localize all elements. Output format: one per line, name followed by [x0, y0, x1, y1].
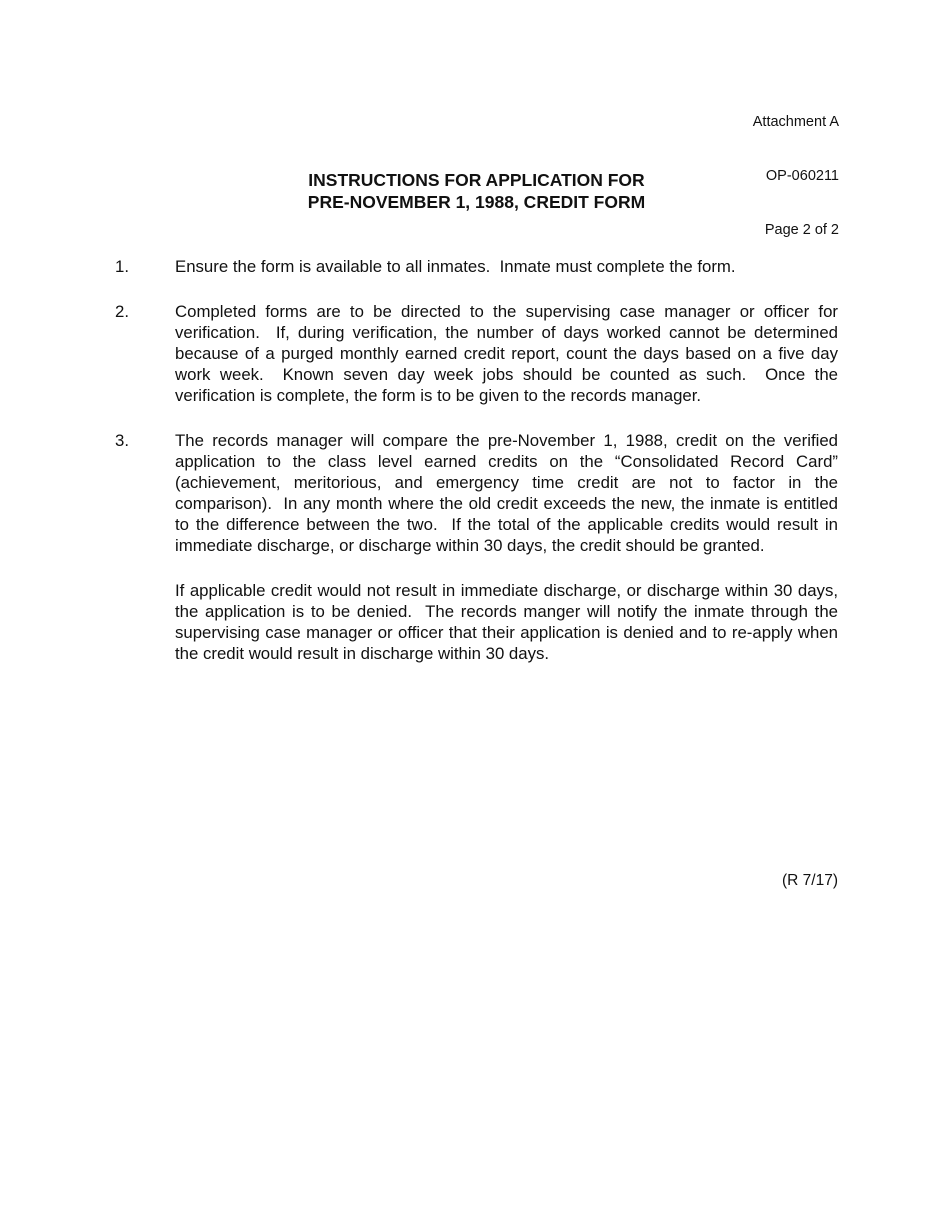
item-text: Completed forms are to be directed to the supervising case manager or officer for verification. If, during verification, the number of days worked cannot be determined because of a purged monthly earned credit report, count the days based on a five day work week. Known seven day week jobs should be counted as such. Once the verification is complete, the form is to be given to the records manager.: [175, 302, 843, 405]
revision-mark: (R 7/17): [782, 872, 838, 889]
header-policy-number: OP-060211: [765, 168, 839, 184]
item-number: 1.: [115, 257, 129, 276]
item-number-spacer: [115, 580, 175, 664]
item-number: 2.: [115, 302, 129, 321]
header-attachment-label: Attachment A: [752, 114, 839, 130]
instructions-list: [115, 256, 843, 688]
item-text: If applicable credit would not result in immediate discharge, or discharge within 30 days, the application is to be denied. The records manger will notify the inmate through the supervising case manager or officer that their application is denied and to re-apply when the credit would result in discharge within 30 days.: [175, 581, 843, 663]
title-line-2: PRE-NOVEMBER 1, 1988, CREDIT FORM: [307, 191, 646, 212]
item-number: 3.: [115, 431, 129, 450]
list-item-3-continuation: [115, 580, 843, 664]
list-item-2: [115, 301, 843, 406]
item-text: The records manager will compare the pre-November 1, 1988, credit on the verified application to the class level earned credits on the “Consolidated Record Card” (achievement, meritorious, and emergency time credit are not to factor in the comparison). In any month where the old credit exceeds the new, the inmate is entitled to the difference between the two. If the total of the applicable credits would result in immediate discharge, or discharge within 30 days, the credit should be granted.: [175, 431, 843, 555]
header-page-indicator: Page 2 of 2: [764, 222, 839, 238]
list-item-3: [115, 430, 843, 556]
document-title: [115, 170, 838, 213]
title-line-1: INSTRUCTIONS FOR APPLICATION FOR: [308, 170, 645, 190]
item-text: Ensure the form is available to all inmates. Inmate must complete the form.: [175, 257, 736, 276]
list-item-1: [115, 256, 838, 277]
